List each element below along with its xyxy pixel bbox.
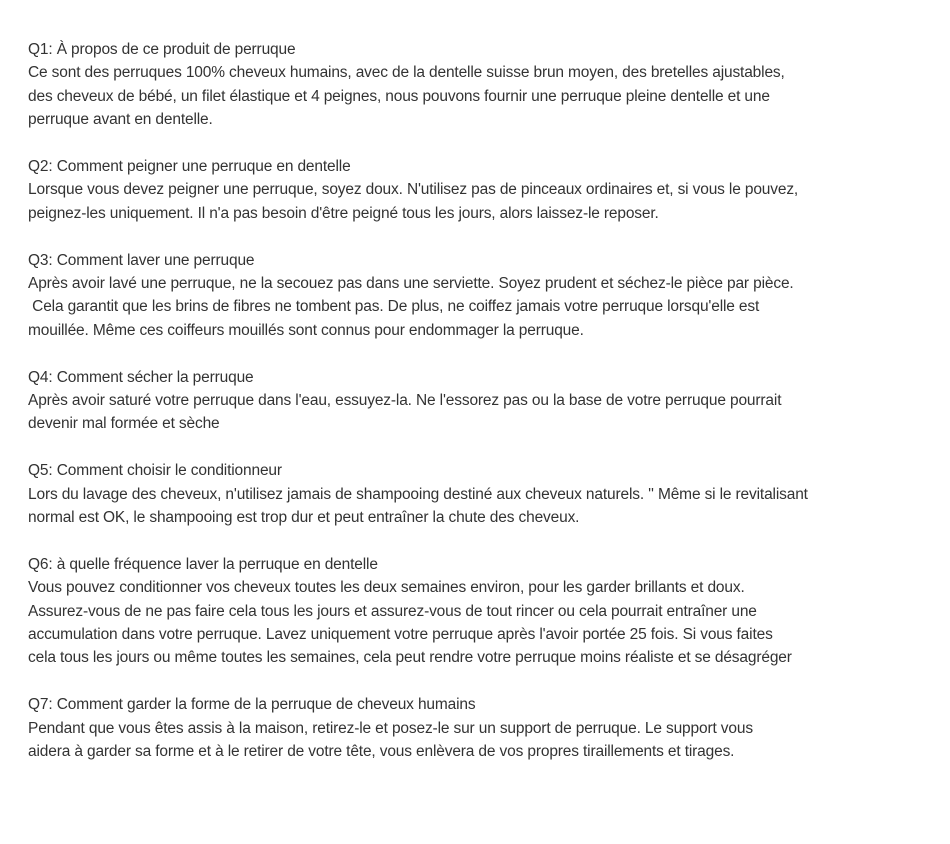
faq-answer-3-line-3: mouillée. Même ces coiffeurs mouillés sont connus pour endommager la perruque. — [28, 321, 584, 339]
faq-item-1 — [28, 38, 928, 132]
faq-answer-5-line-2: normal est OK, le shampooing est trop dur et peut entraîner la chute des cheveux. — [28, 509, 580, 527]
faq-item-3 — [28, 249, 928, 343]
faq-question-2: Q2: Comment peigner une perruque en dentelle — [28, 158, 351, 176]
faq-item-7 — [28, 693, 928, 763]
faq-answer-6-line-1: Vous pouvez conditionner vos cheveux toutes les deux semaines environ, pour les garder brillants et doux. — [28, 579, 745, 597]
faq-question-3: Q3: Comment laver une perruque — [28, 251, 255, 269]
faq-answer-6-line-2: Assurez-vous de ne pas faire cela tous les jours et assurez-vous de tout rincer ou cela pourrait entraîner une — [28, 602, 757, 620]
faq-item-6 — [28, 553, 928, 670]
faq-answer-2-line-2: peignez-les uniquement. Il n'a pas besoin d'être peigné tous les jours, alors laissez-le reposer. — [28, 204, 659, 222]
faq-question-5: Q5: Comment choisir le conditionneur — [28, 462, 282, 480]
faq-answer-7-line-1: Pendant que vous êtes assis à la maison, retirez-le et posez-le sur un support de perruque. Le support vous — [28, 719, 753, 737]
faq-answer-1-line-1: Ce sont des perruques 100% cheveux humains, avec de la dentelle suisse brun moyen, des bretelles ajustables, — [28, 64, 785, 82]
faq-answer-4-line-1: Après avoir saturé votre perruque dans l'eau, essuyez-la. Ne l'essorez pas ou la base de votre perruque pourrait — [28, 392, 782, 410]
faq-item-2 — [28, 155, 928, 225]
faq-question-1: Q1: À propos de ce produit de perruque — [28, 41, 296, 58]
faq-item-5 — [28, 459, 928, 529]
faq-answer-3-line-2: Cela garantit que les brins de fibres ne tombent pas. De plus, ne coiffez jamais votre perruque lorsqu'elle est — [28, 298, 760, 316]
faq-answer-4-line-2: devenir mal formée et sèche — [28, 415, 220, 433]
faq-question-7: Q7: Comment garder la forme de la perruque de cheveux humains — [28, 696, 476, 714]
faq-item-4 — [28, 366, 928, 436]
faq-answer-1-line-3: perruque avant en dentelle. — [28, 111, 213, 129]
faq-answer-5-line-1: Lors du lavage des cheveux, n'utilisez jamais de shampooing destiné aux cheveux naturels. '' Même si le revitalisant — [28, 485, 808, 503]
faq-answer-2-line-1: Lorsque vous devez peigner une perruque, soyez doux. N'utilisez pas de pinceaux ordinaires et, si vous le pouvez, — [28, 181, 799, 199]
faq-document — [28, 38, 928, 787]
faq-answer-7-line-2: aidera à garder sa forme et à le retirer de votre tête, vous enlèvera de vos propres tiraillements et tirages. — [28, 743, 735, 761]
faq-question-4: Q4: Comment sécher la perruque — [28, 368, 254, 386]
faq-question-6: Q6: à quelle fréquence laver la perruque en dentelle — [28, 555, 378, 573]
faq-answer-3-line-1: Après avoir lavé une perruque, ne la secouez pas dans une serviette. Soyez prudent et séchez-le pièce par pièce. — [28, 275, 794, 293]
faq-answer-1-line-2: des cheveux de bébé, un filet élastique et 4 peignes, nous pouvons fournir une perruque pleine dentelle et une — [28, 87, 770, 105]
faq-answer-6-line-3: accumulation dans votre perruque. Lavez uniquement votre perruque après l'avoir portée 25 fois. Si vous faites — [28, 626, 773, 644]
faq-answer-6-line-4: cela tous les jours ou même toutes les semaines, cela peut rendre votre perruque moins réaliste et se désagréger — [28, 649, 792, 667]
